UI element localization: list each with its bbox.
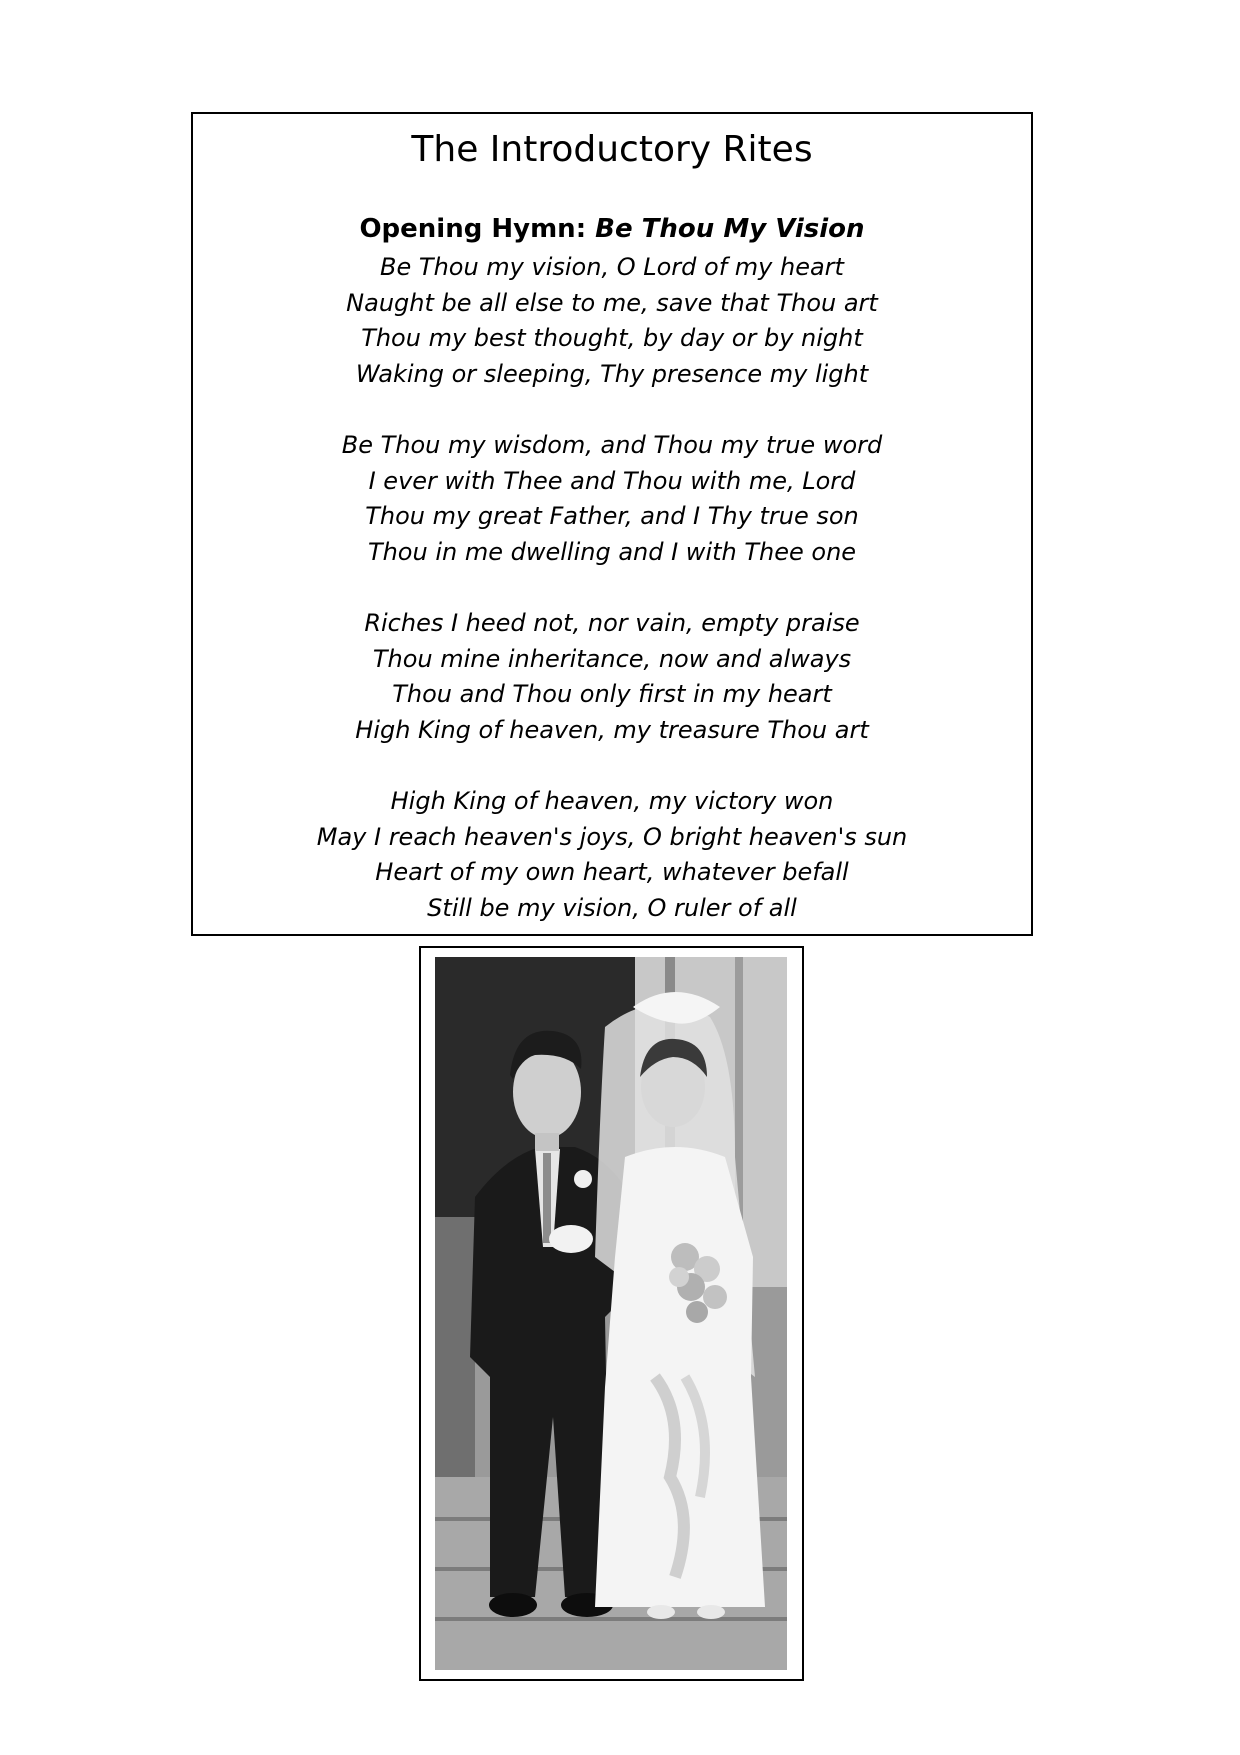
verse-line: Thou and Thou only first in my heart	[392, 680, 832, 708]
verse-line: Still be my vision, O ruler of all	[427, 893, 797, 922]
verse-line: Thou my great Father, and I Thy true son	[365, 502, 859, 530]
hymn-label: Opening Hymn:	[359, 214, 587, 244]
verse-line: Riches I heed not, nor vain, empty praise	[364, 609, 860, 637]
verse-2	[193, 428, 1031, 570]
hymn-name: Be Thou My Vision	[595, 214, 865, 244]
hymn-heading	[193, 214, 1031, 245]
hymn-verses	[193, 250, 1031, 962]
verse-line: Waking or sleeping, Thy presence my light	[355, 359, 869, 388]
verse-line: Be Thou my wisdom, and Thou my true word	[341, 431, 883, 459]
section-title: The Introductory Rites	[411, 129, 813, 170]
verse-3	[193, 606, 1031, 748]
verse-line: Naught be all else to me, save that Thou art	[346, 288, 878, 317]
verse-line: I ever with Thee and Thou with me, Lord	[368, 466, 856, 495]
verse-line: Heart of my own heart, whatever befall	[375, 858, 849, 886]
verse-line: High King of heaven, my treasure Thou art	[355, 715, 869, 744]
verse-line: Thou in me dwelling and I with Thee one	[367, 537, 857, 566]
verse-line: Thou my best thought, by day or by night	[361, 324, 863, 352]
verse-line: May I reach heaven's joys, O bright heaven's sun	[316, 822, 908, 851]
verse-line: High King of heaven, my victory won	[390, 787, 834, 815]
photo-frame	[419, 946, 804, 1681]
wedding-photo-icon	[435, 957, 787, 1670]
verse-line: Be Thou my vision, O Lord of my heart	[380, 253, 844, 281]
verse-line: Thou mine inheritance, now and always	[372, 644, 852, 673]
wedding-photo-illustration	[435, 957, 787, 1670]
verse-1	[193, 250, 1031, 392]
introductory-rites-box	[191, 112, 1033, 936]
verse-4	[193, 784, 1031, 926]
